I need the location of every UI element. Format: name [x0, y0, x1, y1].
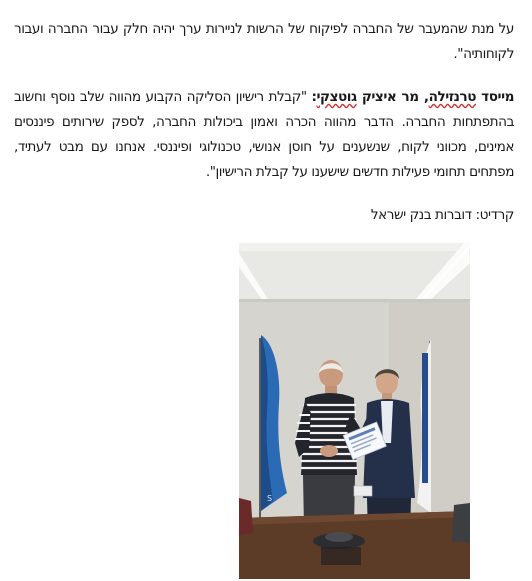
speaker-title: , מר איציק — [356, 89, 429, 105]
paragraph-intro: על מנת שהמעבר של החברה לפיקוח של הרשות לניירות ערך יהיה חלק עבור החברה ועבור לקוחותיה". — [14, 21, 514, 62]
paragraph-quote — [14, 85, 514, 185]
photo-credit: קרדיט: דוברות בנק ישראל — [370, 207, 514, 223]
photo-handshake-icon — [239, 243, 470, 579]
speaker-prefix: מייסד — [476, 89, 515, 105]
speaker-company-name: טרנזילה — [428, 89, 476, 105]
speaker-surname: גוטצקי — [316, 89, 357, 105]
article-photo — [239, 243, 470, 579]
quote-text: "קבלת רישיון הסליקה הקבוע מהווה שלב נוסף וחשוב בהתפתחות החברה. הדבר מהווה הכרה ואמון ביכולות החברה, לספק שירותים פיננסים אמינים, מכווני לקוח, שנשענים על חוסן אנושי, טכנולוגי ופיננסי. אנחנו עם מבט לעתיד, מפתחים תחומי פעילות חדשים שישענו על קבלת הרישיון". — [14, 89, 514, 180]
svg-text:S: S — [267, 494, 273, 503]
speaker-colon: : — [311, 89, 317, 105]
